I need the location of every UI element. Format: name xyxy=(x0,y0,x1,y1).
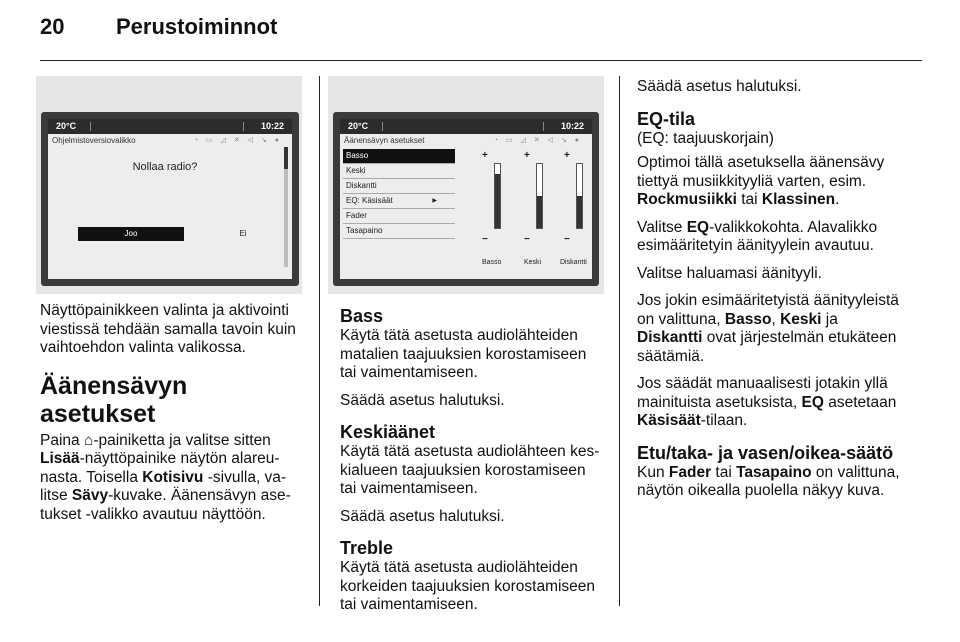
column-2 xyxy=(340,306,606,624)
slider-diskantti[interactable]: + − xyxy=(564,153,592,239)
bass-text: Käytä tätä asetusta audiolähteiden matalien taajuuksien korostamiseen tai vaimentamiseen. xyxy=(340,327,587,381)
tone-menu xyxy=(343,149,455,239)
infotainment-screen xyxy=(333,112,599,286)
menu-item-eq[interactable] xyxy=(343,194,455,209)
header-rule xyxy=(40,60,922,61)
menu-item-diskantti[interactable]: Diskantti xyxy=(343,179,455,194)
fader-heading: Etu/taka- ja vasen/oikea-säätö xyxy=(637,442,894,463)
screen-subtitle: Äänensävyn asetukset xyxy=(344,136,425,145)
eq-heading: EQ-tila xyxy=(637,108,696,129)
bass-heading: Bass xyxy=(340,306,384,326)
status-icons: ◔ ▭ ◿ ✕ ◁ ↘ ● xyxy=(493,137,582,144)
status-bar xyxy=(48,119,292,134)
menu-item-basso[interactable]: Basso xyxy=(343,149,455,164)
eq-subtitle: (EQ: taajuuskorjain) xyxy=(637,129,774,147)
bass-adjust: Säädä asetus halutuksi. xyxy=(340,391,505,409)
chevron-right-icon: ▶ xyxy=(432,198,437,204)
treble-text: Käytä tätä asetusta audiolähteiden korkeiden taajuuksien korostamiseen tai vaimentamiseen. xyxy=(340,559,596,613)
column-1 xyxy=(40,302,306,533)
screen-subtitle: Ohjelmistoversiovalikko xyxy=(52,136,136,145)
slider-keski[interactable]: + − xyxy=(524,153,554,239)
page-title: Perustoiminnot xyxy=(116,14,278,39)
status-bar xyxy=(340,119,592,134)
instructions-paragraph: Paina ⌂-painiketta ja valitse sitten Lisää-näyttöpainike näytön alareunasta. Toisella Kotisivu -sivulla, valitse Sävy-kuvake. Äänensävyn asetukset -valikko avautuu näyttöön. xyxy=(40,431,291,523)
figure-tone-settings xyxy=(328,76,604,294)
eq-paragraph-4: Jos jokin esimääritetyistä äänityyleistä on valittuna, Basso, Keski ja Diskantti ovat järjestelmän etukäteen säätämiä. xyxy=(637,292,899,365)
screen-display xyxy=(48,119,292,279)
figure-caption: Näyttöpainikkeen valinta ja aktivointi viestissä tehdään samalla tavoin kuin vaihtoehdon valinta valikossa. xyxy=(40,302,296,356)
slider-basso[interactable]: + − xyxy=(482,153,512,239)
menu-item-tasapaino[interactable]: Tasapaino xyxy=(343,224,455,239)
column-divider xyxy=(319,76,320,606)
eq-paragraph-3: Valitse haluamasi äänityyli. xyxy=(637,264,822,282)
mid-adjust: Säädä asetus halutuksi. xyxy=(340,507,505,525)
slider-fill xyxy=(577,196,582,228)
eq-paragraph-5: Jos säädät manuaalisesti jotakin yllä mainituista asetuksista, EQ asetetaan Käsisäät-tilaan. xyxy=(637,375,897,429)
mid-text: Käytä tätä asetusta audiolähteen keskialueen taajuuksien korostamiseen tai vaimentamiseen. xyxy=(340,443,600,497)
menu-item-fader[interactable]: Fader xyxy=(343,209,455,224)
screen-display xyxy=(340,119,592,279)
treble-heading: Treble xyxy=(340,538,394,558)
section-heading: Äänensävyn asetukset xyxy=(40,371,188,428)
column-3 xyxy=(637,78,907,510)
menu-item-keski[interactable]: Keski xyxy=(343,164,455,179)
home-icon: ⌂ xyxy=(83,431,94,449)
mid-heading: Keskiäänet xyxy=(340,422,436,442)
slider-label-diskantti: Diskantti xyxy=(560,259,587,266)
slider-label-basso: Basso xyxy=(482,259,502,266)
status-icons: ◔ ▭ ◿ ✕ ◁ ↘ ● xyxy=(193,137,282,144)
column-divider xyxy=(619,76,620,606)
infotainment-screen xyxy=(41,112,299,286)
page-number: 20 xyxy=(40,14,65,39)
slider-fill xyxy=(537,196,542,228)
no-button[interactable]: Ei xyxy=(239,229,247,238)
dialog-question: Nollaa radio? xyxy=(132,161,198,173)
clock: 10:22 xyxy=(560,121,584,131)
menu-item-eq-label: EQ: Käsisäät xyxy=(346,196,393,205)
slider-label-keski: Keski xyxy=(524,259,542,266)
adjust-text: Säädä asetus halutuksi. xyxy=(637,78,802,95)
temperature: 20°C xyxy=(56,121,77,131)
figure-reset-dialog xyxy=(36,76,302,294)
eq-paragraph-2: Valitse EQ-valikkokohta. Alavalikko esimääritetyin äänityylein avautuu. xyxy=(637,218,878,254)
yes-button[interactable]: Joo xyxy=(78,227,184,241)
eq-paragraph-1: Optimoi tällä asetuksella äänensävy tiettyä musiikkityyliä varten, esim. Rockmusiikki tai Klassinen. xyxy=(637,154,885,208)
temperature: 20°C xyxy=(348,121,369,131)
slider-fill xyxy=(495,174,500,228)
clock: 10:22 xyxy=(260,121,284,131)
scrollbar[interactable] xyxy=(284,147,288,267)
fader-paragraph: Kun Fader tai Tasapaino on valittuna, näytön oikealla puolella näkyy kuva. xyxy=(637,463,900,499)
